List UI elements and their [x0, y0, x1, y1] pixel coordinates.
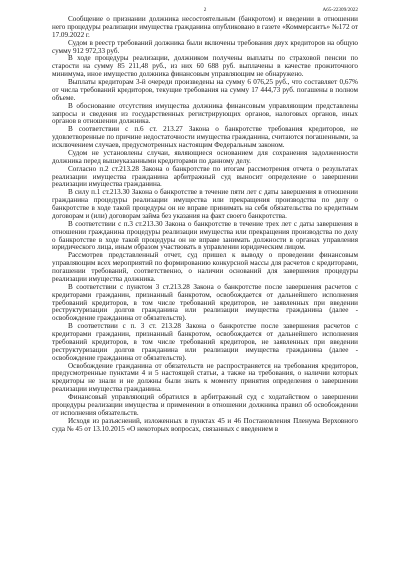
paragraph-no-exceptions: Судом не установлены случаи, являющиеся основанием для сохранения задолженности должника перед вышеуказанными кредиторами по данному делу. — [52, 148, 358, 165]
paragraph-article-213-30-p3: В соответствии с п.3 ст.213.30 Закона о банкротстве в течение трех лет с даты завершения в отношении гражданина процедуры реализации имущества или прекращения производства по делу о банкротстве в ходе такой процедуры он не вправе занимать должности в органах управления юридического лица, иным образом участвовать в управлении юридическим лицом. — [52, 219, 358, 252]
paragraph-publication: Сообщение о признании должника несостоятельным (банкротом) и введении в отношении него процедуры реализации имущества гражданина опубликовано в газете «Коммерсантъ» №172 от 17.09.2022 г. — [52, 15, 358, 39]
case-number: А65-22309/2022 — [322, 7, 358, 13]
paragraph-plenum-resolution: Исходя из разъяснений, изложенных в пунктах 45 и 46 Постановления Пленума Верховного суда № 45 от 13.10.2015 «О некоторых вопросах, связанных с введением в — [52, 416, 358, 433]
paragraph-pension-payments: В ходе процедуры реализации, должником получены выплаты по страховой пенсии по старости на сумму 85 211,48 руб., из них 60 688 руб. выплачены в качестве прожиточного минимума, иное имущество должника финансовым управляющим не обнаружено. — [52, 54, 358, 79]
paragraph-registry-claims: Судом в реестр требований должника были включены требования двух кредиторов на общую сумму 912 972,33 руб. — [52, 38, 358, 55]
paragraph-manager-motion: Финансовый управляющий обратился в арбитражный суд с ходатайством о завершении процедуры реализации имущества и применении в отношении должника правил об освобождении от исполнения обязательств. — [52, 393, 358, 417]
paragraph-article-213-28-p3-repeat: В соответствии с п. 3 ст. 213.28 Закона о банкротстве после завершения расчетов с кредиторами гражданин, признанный банкротом, освобождается от дальнейшего исполнения требований кредиторов, в том числе требований кредиторов, не заявленных при введении реструктуризации долгов гражданина или реализации имущества гражданина (далее - освобождение гражданина от обязательств). — [52, 322, 358, 362]
page-header — [52, 4, 358, 16]
paragraph-article-213-28-p3: В соответствии с пунктом 3 ст.213.28 Закона о банкротстве после завершения расчетов с кредиторами гражданин, признанный банкротом, освобождается от дальнейшего исполнения требований кредиторов, в том числе требований кредиторов, не заявленных при введении реструктуризации долгов гражданина или реализации имущества гражданина (далее - освобождение гражданина от обязательств). — [52, 282, 358, 323]
paragraph-creditor-payments: Выплаты кредиторам 3-й очереди произведены на сумму 6 076,25 руб., что составляет 0,67% от числа требований кредиторов, текущие требования на сумму 17 444,73 руб. погашены в полном объеме. — [52, 78, 358, 102]
page-number: 2 — [203, 7, 207, 13]
paragraph-report-review: Рассмотрев представленный отчет, суд пришел к выводу о проведении финансовым управляющим всех мероприятий по формированию конкурсной массы для расчетов с кредиторами, погашении требований, соответственно, о наличии оснований для завершения процедуры реализации имущества должника. — [52, 251, 358, 283]
paragraph-property-absence: В обоснование отсутствия имущества должника финансовым управляющим представлены запросы и сведения из государственных регистрирующих органов, налоговых органов, иных органов в отношении должника. — [52, 101, 358, 126]
document-body — [52, 16, 358, 433]
paragraph-article-213-28-p2: Согласно п.2 ст.213.28 Закона о банкротстве по итогам рассмотрения отчета о результатах реализации имущества гражданина арбитражный суд выносит определение о завершении реализации имущества гражданина. — [52, 164, 358, 189]
paragraph-article-213-30-p1: В силу п.1 ст.213.30 Закона о банкротстве в течение пяти лет с даты завершения в отношении гражданина процедуры реализации имущества или прекращения производства по делу о банкротстве в ходе такой процедуры он не вправе принимать на себя обязательства по кредитным договорам и (или) договорам займа без указания на факт своего банкротства. — [52, 188, 358, 220]
paragraph-exemption-exceptions: Освобождение гражданина от обязательств не распространяется на требования кредиторов, предусмотренные пунктами 4 и 5 настоящей статьи, а также на требования, о наличии которых кредиторы не знали и не должны были знать к моменту принятия определения о завершении реализации имущества гражданина. — [52, 361, 358, 394]
paragraph-article-213-27: В соответствии с п.6 ст. 213.27 Закона о банкротстве требования кредиторов, не удовлетворенные по причине недостаточности имущества гражданина, считаются погашенными, за исключением случаев, предусмотренных настоящим Федеральным законом. — [52, 125, 358, 149]
